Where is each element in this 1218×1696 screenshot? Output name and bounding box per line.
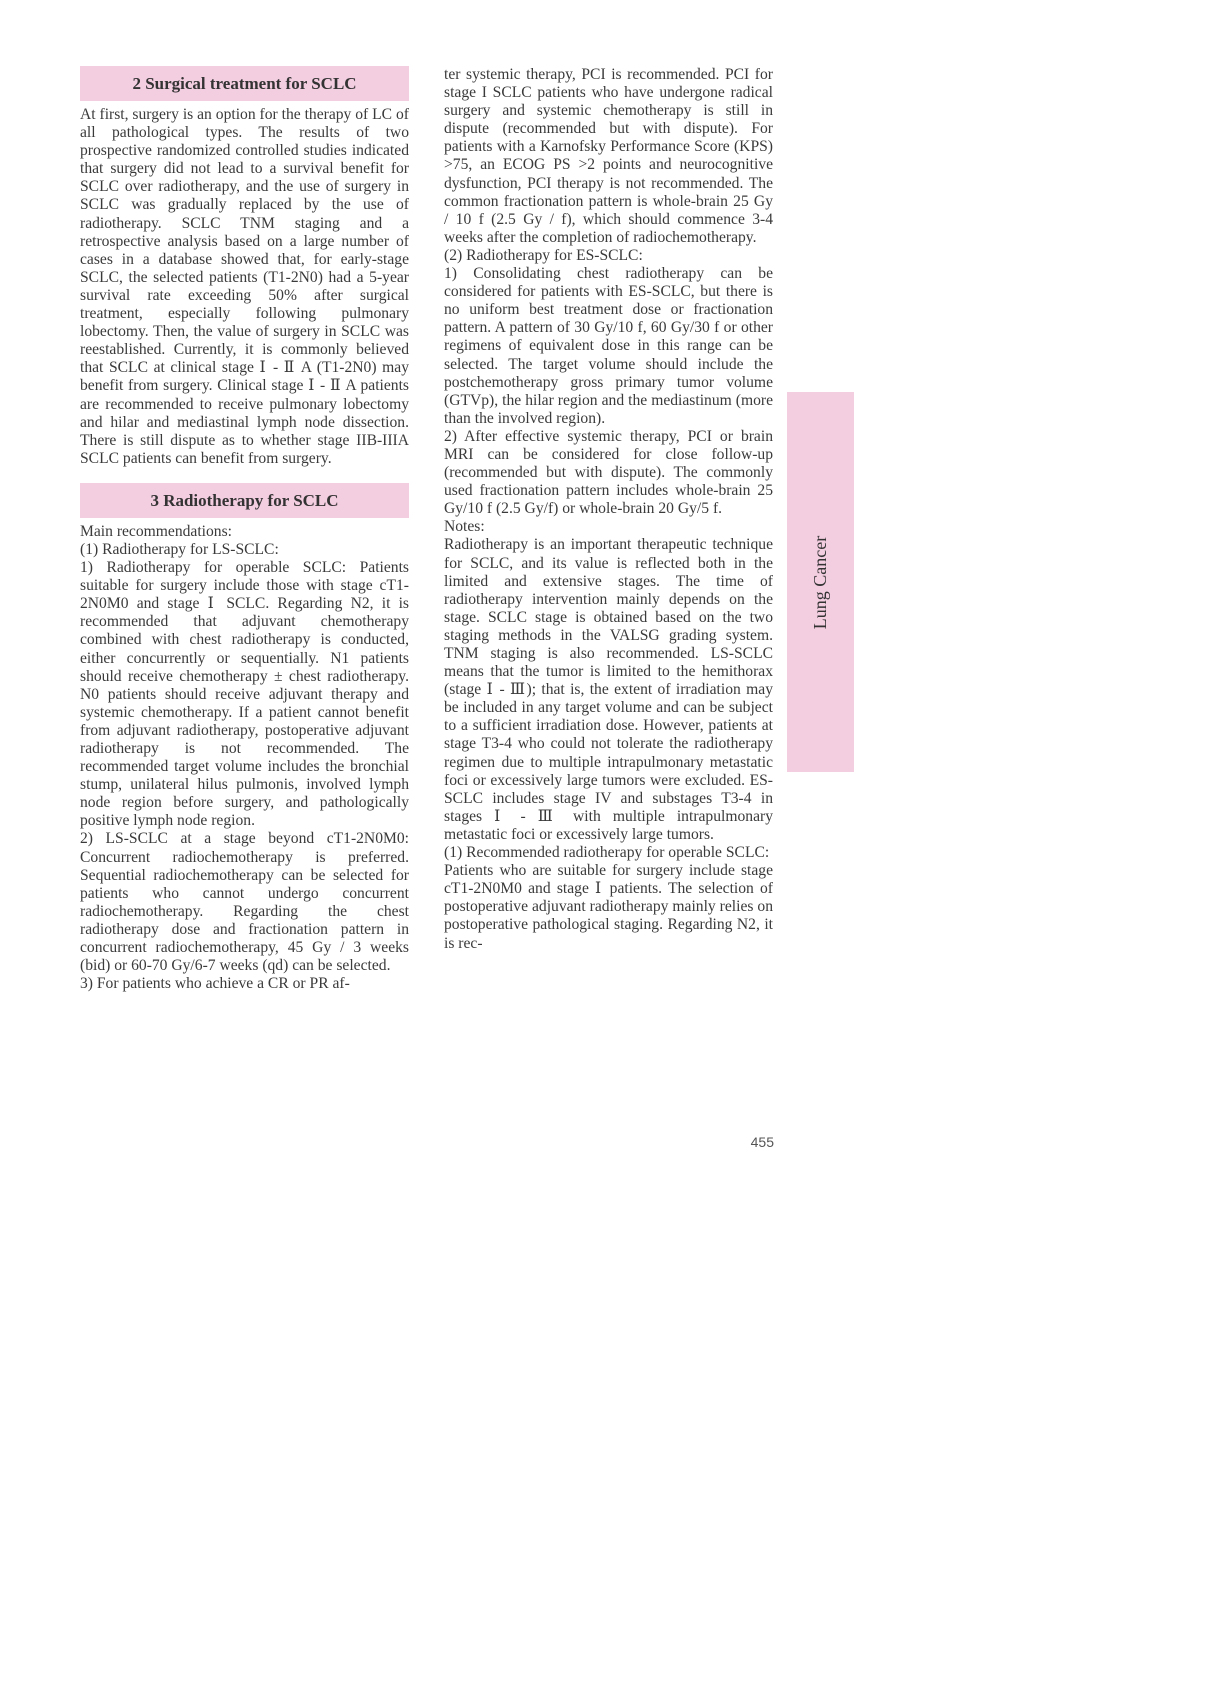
es-sclc-item-1: 1) Consolidating chest radiotherapy can be considered for patients with ES-SCLC, but there is no uniform best treatment dose or fractionation pattern. A pattern of 30 Gy/10 f, 60 Gy/30 f or other regimens of equivalent dose in this range can be selected. The target volume should include the postchemotherapy gross primary tumor volume (GTVp), the hilar region and the mediastinum (more than the involved region). xyxy=(444,265,773,427)
ls-sclc-subheading: (1) Radiotherapy for LS-SCLC: xyxy=(80,540,279,558)
notes-label: Notes: xyxy=(444,518,485,536)
operable-sclc-body: Patients who are suitable for surgery include stage cT1-2N0M0 and stage Ⅰ patients. The selection of postoperative adjuvant radiotherapy mainly relies on postoperative pathological staging. Regarding N2, it is rec- xyxy=(444,862,773,952)
main-recommendations-label: Main recommendations: xyxy=(80,522,233,540)
page-number: 455 xyxy=(750,1134,774,1150)
section-2-body: At first, surgery is an option for the therapy of LC of all pathological types. The results of two prospective randomized controlled studies indicated that surgery did not lead to a survival benefit for SCLC over radiotherapy, and the use of surgery in SCLC was gradually replaced by the use of radiotherapy. SCLC TNM staging and a retrospective analysis based on a large number of cases in a database showed that, for early-stage SCLC, the selected patients (T1-2N0) had a 5-year survival rate exceeding 50% after surgical treatment, especially following pulmonary lobectomy. Then, the value of surgery in SCLC was reestablished. Currently, it is commonly believed that SCLC at clinical stage Ⅰ - Ⅱ A (T1-2N0) may benefit from surgery. Clinical stage Ⅰ - Ⅱ A patients are recommended to receive pulmonary lobectomy and hilar and mediastinal lymph node dissection. There is still dispute as to whether stage IIB-IIIA SCLC patients can benefit from surgery. xyxy=(80,106,409,467)
ls-sclc-item-1: 1) Radiotherapy for operable SCLC: Patients suitable for surgery include those with stage cT1-2N0M0 and stage Ⅰ SCLC. Regarding N2, it is recommended that adjuvant chemotherapy combined with chest radiotherapy is conducted, either concurrently or sequentially. N1 patients should receive chemotherapy ± chest radiotherapy. N0 patients should receive adjuvant therapy and systemic chemotherapy. If a patient cannot benefit from adjuvant radiotherapy, postoperative adjuvant radiotherapy is not recommended. The recommended target volume includes the bronchial stump, unilateral hilus pulmonis, involved lymph node region before surgery, and pathologically positive lymph node region. xyxy=(80,559,409,830)
operable-sclc-subheading: (1) Recommended radiotherapy for operable SCLC: xyxy=(444,844,770,862)
side-tab-label: Lung Cancer xyxy=(810,535,830,629)
ls-sclc-item-3-start: 3) For patients who achieve a CR or PR af- xyxy=(80,975,350,993)
es-sclc-item-2: 2) After effective systemic therapy, PCI or brain MRI can be considered for close follow-up (recommended but with dispute). The commonly used fractionation pattern includes whole-brain 25 Gy/10 f (2.5 Gy/f) or whole-brain 20 Gy/5 f. xyxy=(444,427,773,518)
right-column xyxy=(444,66,773,953)
section-3-heading: 3 Radiotherapy for SCLC xyxy=(80,483,409,518)
ls-sclc-item-2: 2) LS-SCLC at a stage beyond cT1-2N0M0: Concurrent radiochemotherapy is preferred. Sequential radiochemotherapy can be selected for patients who cannot undergo concurrent radiochemotherapy. Regarding the chest radiotherapy dose and fractionation pattern in concurrent radiochemotherapy, 45 Gy / 3 weeks (bid) or 60-70 Gy/6-7 weeks (qd) can be selected. xyxy=(80,830,409,975)
left-column xyxy=(80,66,409,993)
side-tab xyxy=(787,392,854,772)
ls-sclc-item-3-continued: ter systemic therapy, PCI is recommended. PCI for stage I SCLC patients who have undergone radical surgery and systemic chemotherapy is still in dispute (recommended but with dispute). For patients with a Karnofsky Performance Score (KPS) >75, an ECOG PS >2 points and neurocognitive dysfunction, PCI therapy is not recommended. The common fractionation pattern is whole-brain 25 Gy / 10 f (2.5 Gy / f), which should commence 3-4 weeks after the completion of radiochemotherapy. xyxy=(444,66,773,246)
notes-body: Radiotherapy is an important therapeutic technique for SCLC, and its value is reflected both in the limited and extensive stages. The time of radiotherapy intervention mainly depends on the stage. SCLC stage is obtained based on the two staging methods in the VALSG grading system. TNM staging is also recommended. LS-SCLC means that the tumor is limited to the hemithorax (stage Ⅰ - Ⅲ); that is, the extent of irradiation may be included in any target volume and can be subject to a sufficient irradiation dose. However, patients at stage T3-4 who could not tolerate the radiotherapy regimen due to multiple intrapulmonary metastatic foci or excessively large tumors were excluded. ES-SCLC includes stage IV and substages T3-4 in stages Ⅰ - Ⅲ with multiple intrapulmonary metastatic foci or excessively large tumors. xyxy=(444,536,773,843)
es-sclc-subheading: (2) Radiotherapy for ES-SCLC: xyxy=(444,246,643,264)
section-2-heading: 2 Surgical treatment for SCLC xyxy=(80,66,409,101)
